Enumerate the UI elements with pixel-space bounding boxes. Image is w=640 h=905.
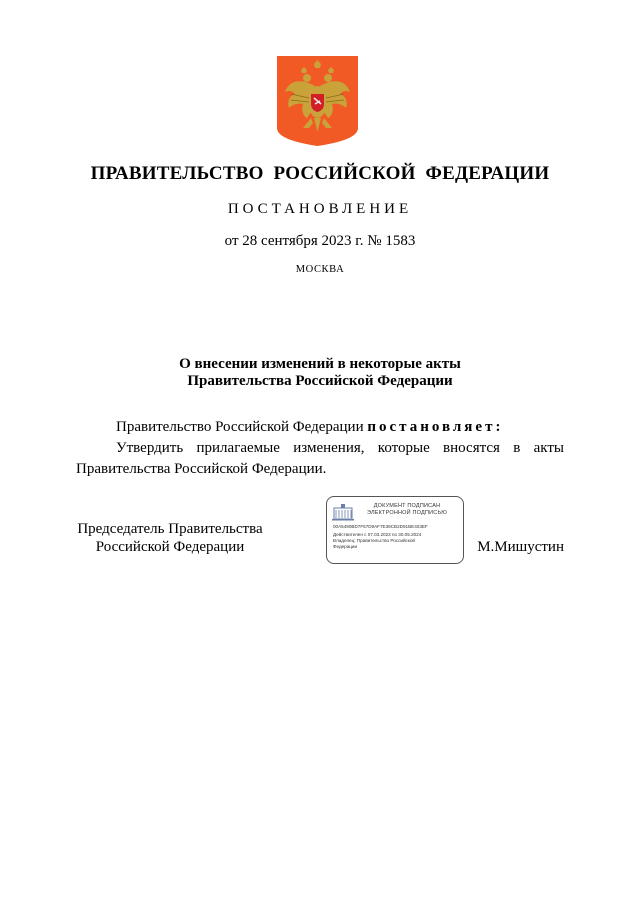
subject-line-1: О внесении изменений в некоторые акты — [179, 356, 461, 372]
document-body — [76, 417, 564, 480]
document-date-number: от 28 сентября 2023 г. № 1583 — [224, 233, 416, 249]
electronic-signature-stamp — [326, 496, 464, 564]
stamp-heading-line-2: ЭЛЕКТРОННОЙ ПОДПИСЬЮ — [366, 510, 448, 516]
stamp-certificate: 00A5490BD7F67D9AF7E39CB2D91BE403EF — [333, 524, 428, 529]
signer-position — [70, 520, 270, 556]
body-paragraph-2: Утвердить прилагаемые изменения, которые вносятся в акты Правительства Российской Федерации. — [76, 440, 564, 477]
coat-of-arms-icon — [277, 56, 358, 146]
signer-position-line-1: Председатель Правительства — [77, 521, 263, 537]
government-building-icon — [332, 503, 354, 521]
document-city: МОСКВА — [295, 264, 345, 275]
stamp-validity: Действителен с 07.03.2023 по 30.05.2024 — [333, 532, 422, 537]
stamp-heading — [357, 503, 457, 517]
body-paragraph-1 — [76, 417, 564, 438]
stamp-owner-line-2: Федерации — [333, 544, 358, 549]
body-paragraph-1-text: Правительство Российской Федерации — [116, 419, 368, 435]
signer-name: М.Мишустин — [477, 539, 564, 555]
signer-position-line-2: Российской Федерации — [95, 539, 245, 555]
document-type: ПОСТАНОВЛЕНИЕ — [227, 201, 413, 217]
resolution-keyword: постановляет: — [367, 419, 504, 435]
government-title: ПРАВИТЕЛЬСТВО РОССИЙСКОЙ ФЕДЕРАЦИИ — [90, 163, 550, 184]
subject-line-2: Правительства Российской Федерации — [187, 373, 453, 389]
stamp-heading-line-1: ДОКУМЕНТ ПОДПИСАН — [373, 503, 441, 509]
document-subject — [0, 356, 640, 390]
stamp-owner-line-1: Владелец: Правительство Российской — [333, 538, 415, 543]
